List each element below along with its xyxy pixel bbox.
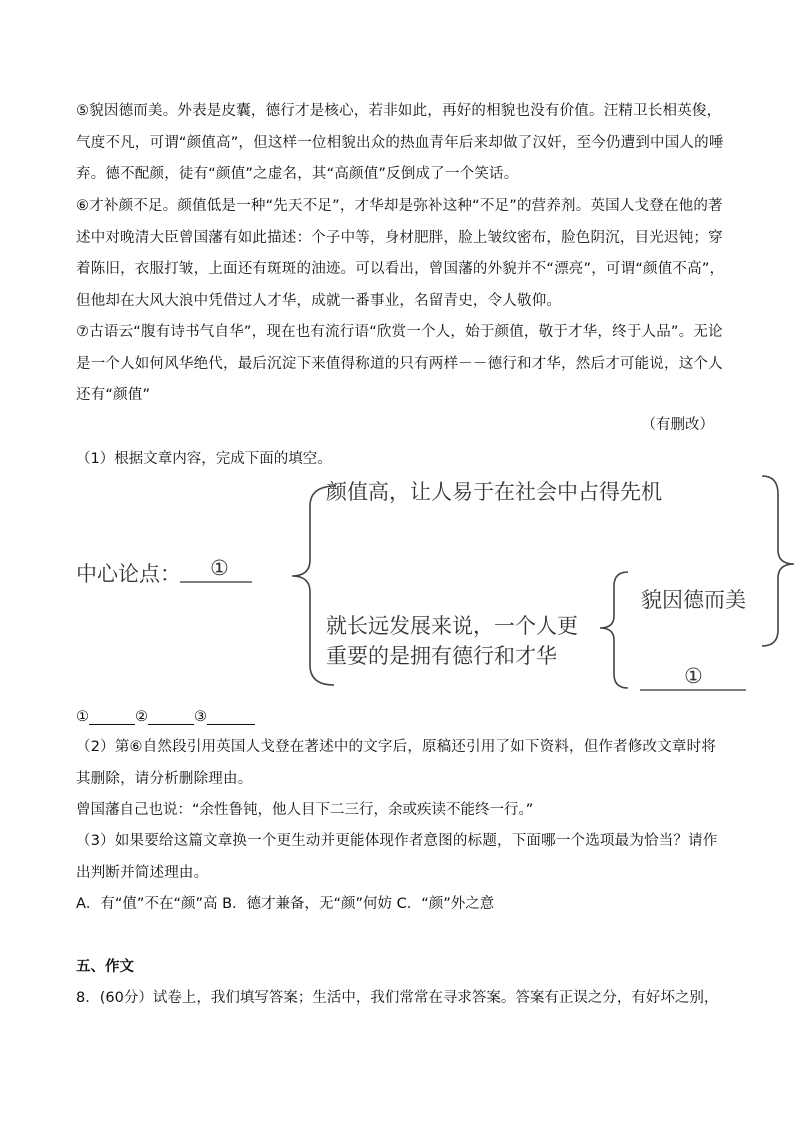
- sub-blank-number: ①: [684, 664, 703, 688]
- branch-bottom-line2: 重要的是拥有德行和才华: [326, 644, 557, 668]
- answer-blank-3[interactable]: [207, 708, 255, 725]
- question-2-quote: 曾国藩自己也说：“余性鲁钝，他人目下二三行，余或疾读不能终一行。”: [76, 802, 534, 818]
- branch-bottom-line1: 就长远发展来说，一个人更: [326, 614, 578, 638]
- paragraph-7: ⑦古语云“腹有诗书气自华”，现在也有流行语“欣赏一个人，始于颜值，敬于才华，终于人品”。无论是一个人如何风华绝代，最后沉淀下来值得称道的只有两样－－德行和才华，然后才可能说，这个人还有“颜值”: [76, 324, 723, 403]
- question-1-prompt: （1）根据文章内容，完成下面的填空。: [76, 451, 332, 467]
- answer-label-1: ①: [76, 709, 89, 725]
- question-3-options: A．有“值”不在“颜”高 B．德才兼备，无“颜”何妨 C．“颜”外之意: [76, 896, 495, 912]
- question-3-prompt: （3）如果要给这篇文章换一个更生动并更能体现作者意图的标题，下面哪一个选项最为恰当？请作出判断并简述理由。: [76, 833, 718, 881]
- paragraph-6: ⑥才补颜不足。颜值低是一种“先天不足”，才华却是弥补这种“不足”的营养剂。英国人戈登在他的著述中对晚清大臣曾国藩有如此描述：个子中等，身材肥胖，脸上皱纹密布，脸色阴沉，目光迟钝；穿着陈旧，衣服打皱，上面还有斑斑的油迹。可以看出，曾国藩的外貌并不“漂亮”，可谓“颜值不高”，但他却在大风大浪中凭借过人才华，成就一番事业，名留青史，令人敬仰。: [76, 198, 725, 309]
- paragraph-5: ⑤貌因德而美。外表是皮囊，德行才是核心，若非如此，再好的相貌也没有价值。汪精卫长相英俊，气度不凡，可谓“颜值高”，但这样一位相貌出众的热血青年后来却做了汉奸，至今仍遭到中国人的唾弃。德不配颜，徒有“颜值”之虚名，其“高颜值”反倒成了一个笑话。: [76, 103, 724, 182]
- answer-label-2: ②: [135, 709, 148, 725]
- sub-top-text: 貌因德而美: [641, 588, 746, 612]
- central-blank-number: ①: [210, 556, 229, 580]
- answer-blanks-row: [76, 708, 255, 725]
- section-5-heading: 五、作文: [76, 959, 134, 975]
- answer-blank-1[interactable]: [89, 708, 135, 725]
- right-brace: [762, 476, 794, 646]
- central-label: 中心论点：: [76, 562, 181, 586]
- revision-note: （有删改）: [641, 417, 714, 433]
- sub-brace: [600, 572, 628, 688]
- question-2-prompt: （2）第⑥自然段引用英国人戈登在著述中的文字后，原稿还引用了如下资料，但作者修改文章时将其删除，请分析删除理由。: [76, 739, 717, 787]
- argument-structure-diagram: [0, 470, 794, 700]
- question-8-prompt: 8．(60分）试卷上，我们填写答案；生活中，我们常常在寻求答案。答案有正误之分，有好坏之别，: [76, 990, 719, 1006]
- branch-top-text: 颜值高，让人易于在社会中占得先机: [326, 480, 662, 504]
- answer-label-3: ③: [194, 709, 207, 725]
- answer-blank-2[interactable]: [148, 708, 194, 725]
